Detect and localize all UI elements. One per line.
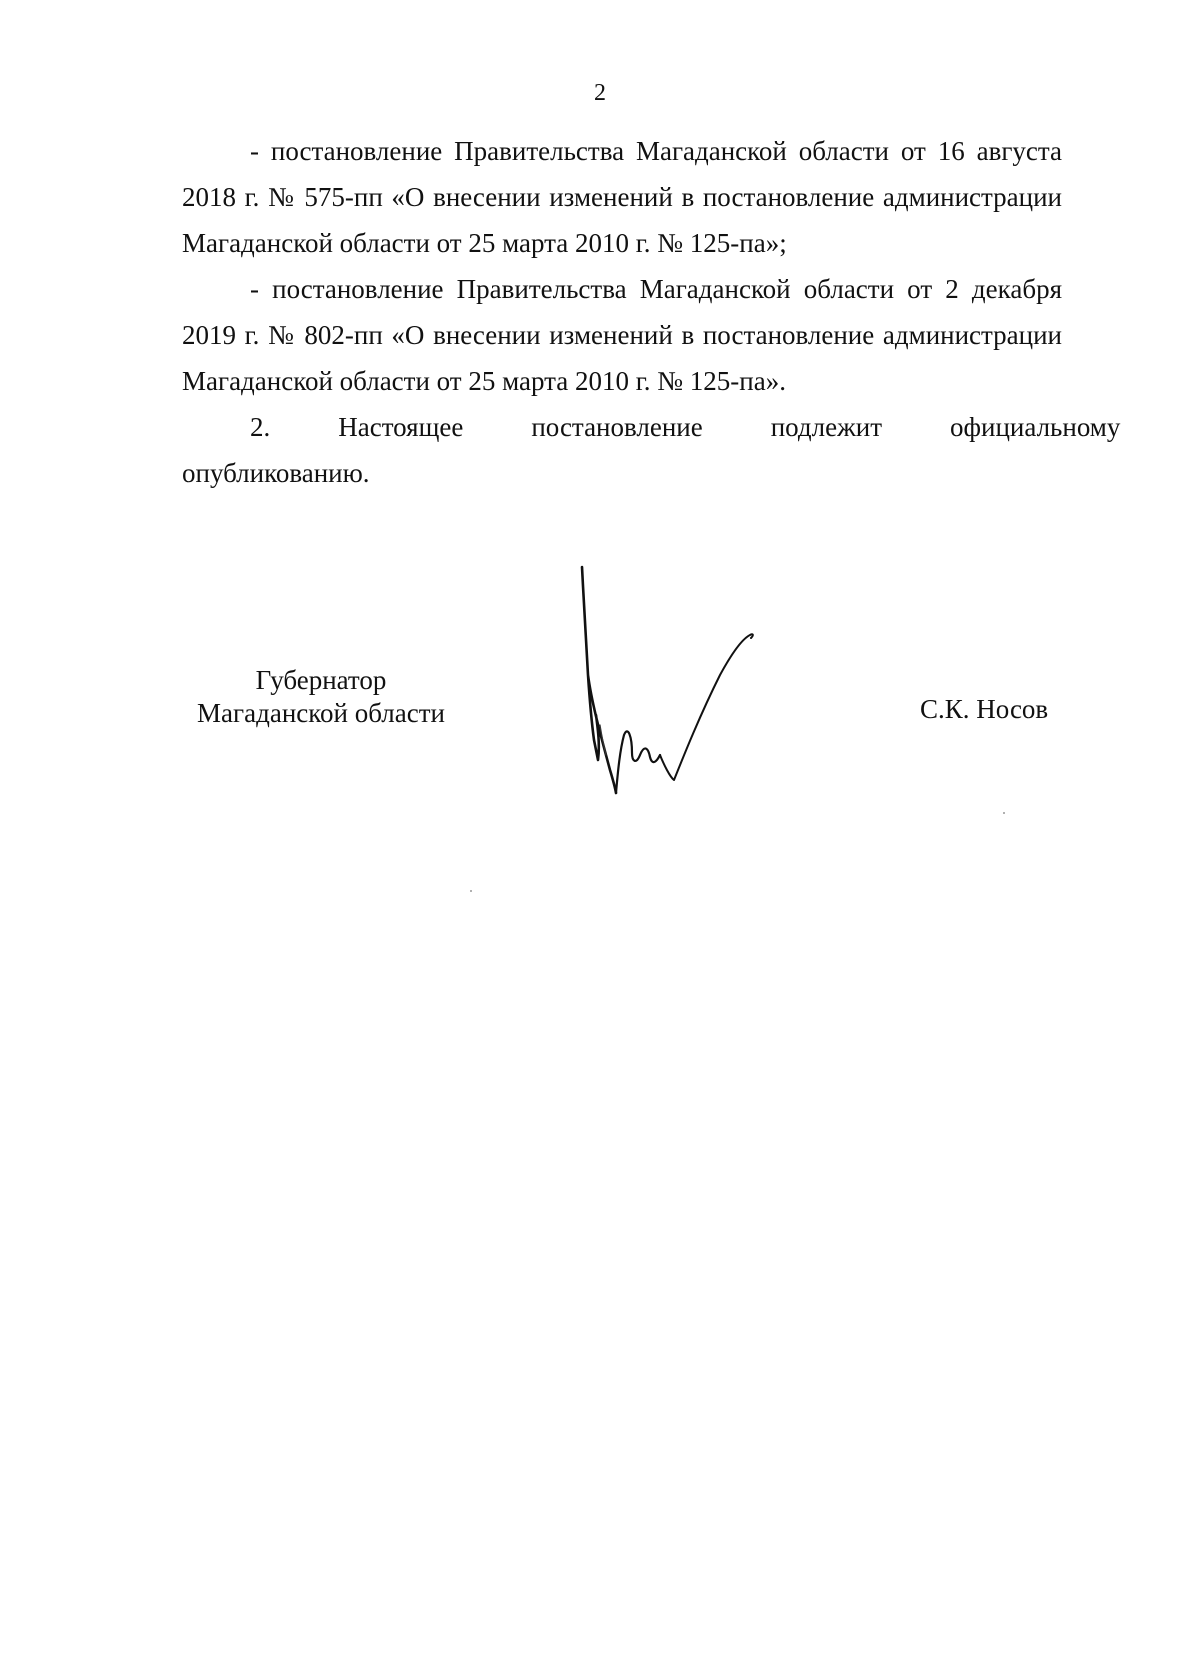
signature-stroke-loop — [616, 731, 660, 793]
scan-speck — [470, 890, 472, 892]
handwritten-signature — [580, 565, 800, 805]
publication-word-2: постановление — [531, 412, 703, 442]
signatory-position — [180, 664, 462, 730]
signature-stroke-tail — [660, 634, 753, 780]
signatory-region: Магаданской области — [197, 698, 445, 728]
publication-word-4: официальному — [950, 412, 1121, 442]
signature-stroke-main — [582, 567, 616, 793]
paragraph-repeal-item-2: - постановление Правительства Магаданской области от 2 декабря 2019 г. № 802-пп «О внесении изменений в постановление администрации Магаданской области от 25 марта 2010 г. № 125-па». — [182, 274, 1062, 396]
signer-name: С.К. Носов — [920, 694, 1049, 724]
scan-speck — [1003, 812, 1005, 814]
publication-word-3: подлежит — [770, 412, 883, 442]
publication-word-number: 2. — [250, 412, 271, 442]
paragraph-publication-continuation: опубликованию. — [182, 458, 370, 488]
publication-word-1: Настоящее — [338, 412, 464, 442]
paragraph-repeal-item-1: - постановление Правительства Магаданской области от 16 августа 2018 г. № 575-пп «О внесении изменений в постановление администрации Магаданской области от 25 марта 2010 г. № 125-па»; — [182, 136, 1062, 258]
document-body — [182, 128, 1121, 496]
paragraph-publication-line — [182, 404, 1121, 450]
signatory-title: Губернатор — [255, 665, 387, 695]
page-number: 2 — [594, 80, 606, 106]
